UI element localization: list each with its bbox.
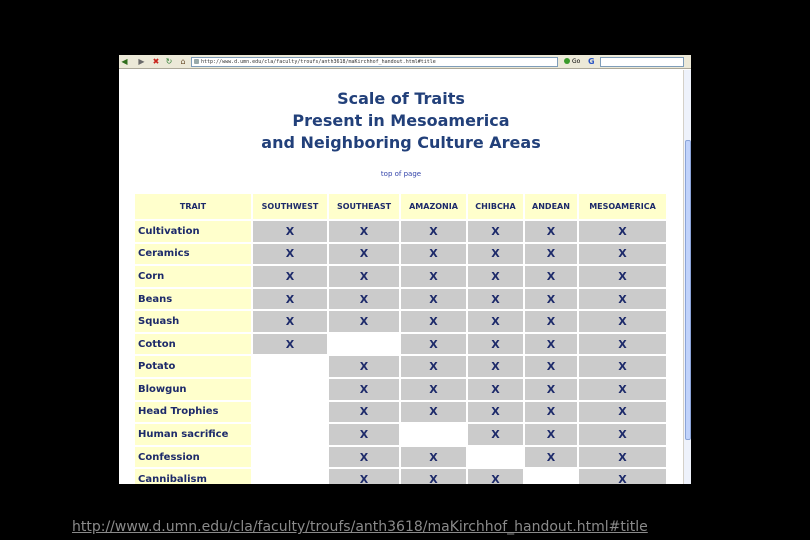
trait-present-cell: X (525, 447, 577, 468)
trait-present-cell: X (253, 244, 327, 265)
trait-present-cell: X (401, 356, 466, 377)
trait-present-cell: X (579, 447, 666, 468)
trait-present-cell: X (525, 221, 577, 242)
trait-present-cell: X (401, 469, 466, 484)
trait-name-cell: Potato (135, 356, 251, 377)
home-icon[interactable]: ⌂ (180, 57, 186, 66)
header-amazonia: AMAZONIA (401, 194, 466, 219)
trait-present-cell: X (468, 379, 523, 400)
page-content (119, 70, 683, 484)
header-andean: ANDEAN (525, 194, 577, 219)
table-row (135, 402, 666, 423)
trait-absent-cell (253, 469, 327, 484)
trait-name-cell: Squash (135, 311, 251, 332)
trait-name-cell: Head Trophies (135, 402, 251, 423)
table-row (135, 221, 666, 242)
trait-absent-cell (253, 447, 327, 468)
trait-present-cell: X (468, 402, 523, 423)
trait-present-cell: X (329, 469, 399, 484)
trait-present-cell: X (329, 221, 399, 242)
table-row (135, 447, 666, 468)
trait-absent-cell (329, 334, 399, 355)
trait-name-cell: Confession (135, 447, 251, 468)
trait-present-cell: X (468, 266, 523, 287)
trait-present-cell: X (253, 221, 327, 242)
trait-present-cell: X (468, 469, 523, 484)
table-row (135, 356, 666, 377)
trait-absent-cell (525, 469, 577, 484)
trait-present-cell: X (525, 334, 577, 355)
trait-present-cell: X (401, 244, 466, 265)
page-title-line-3: and Neighboring Culture Areas (261, 133, 541, 152)
trait-name-cell: Cannibalism (135, 469, 251, 484)
header-mesoamerica: MESOAMERICA (579, 194, 666, 219)
trait-present-cell: X (401, 311, 466, 332)
trait-name-cell: Cotton (135, 334, 251, 355)
trait-present-cell: X (579, 379, 666, 400)
table-row (135, 469, 666, 484)
header-trait: TRAIT (135, 194, 251, 219)
trait-present-cell: X (329, 266, 399, 287)
trait-present-cell: X (468, 311, 523, 332)
trait-name-cell: Ceramics (135, 244, 251, 265)
header-chibcha: CHIBCHA (468, 194, 523, 219)
trait-present-cell: X (329, 244, 399, 265)
forward-arrow-icon[interactable]: ▶ (138, 57, 145, 66)
table-row (135, 424, 666, 445)
trait-present-cell: X (468, 424, 523, 445)
table-row (135, 266, 666, 287)
trait-absent-cell (253, 356, 327, 377)
traits-table (133, 192, 668, 484)
page-title-line-2: Present in Mesoamerica (292, 111, 510, 130)
trait-present-cell: X (579, 469, 666, 484)
trait-present-cell: X (253, 311, 327, 332)
trait-present-cell: X (253, 266, 327, 287)
trait-name-cell: Corn (135, 266, 251, 287)
trait-present-cell: X (468, 244, 523, 265)
trait-present-cell: X (579, 266, 666, 287)
trait-present-cell: X (329, 311, 399, 332)
trait-absent-cell (253, 379, 327, 400)
trait-present-cell: X (329, 424, 399, 445)
back-arrow-icon[interactable]: ◀ (121, 57, 128, 66)
browser-screenshot (119, 55, 691, 484)
table-row (135, 244, 666, 265)
trait-present-cell: X (468, 334, 523, 355)
go-button[interactable]: Go (564, 57, 586, 67)
trait-present-cell: X (579, 424, 666, 445)
trait-present-cell: X (579, 221, 666, 242)
vertical-scrollbar[interactable] (683, 70, 691, 484)
trait-absent-cell (253, 402, 327, 423)
trait-present-cell: X (579, 356, 666, 377)
top-of-page-link[interactable]: top of page (380, 170, 422, 178)
trait-present-cell: X (253, 289, 327, 310)
trait-present-cell: X (329, 289, 399, 310)
refresh-icon[interactable]: ↻ (165, 57, 173, 66)
trait-absent-cell (253, 424, 327, 445)
source-url-link[interactable]: http://www.d.umn.edu/cla/faculty/troufs/anth3618/maKirchhof_handout.html#title (72, 519, 648, 535)
trait-present-cell: X (579, 289, 666, 310)
stop-icon[interactable]: ✖ (152, 57, 160, 66)
trait-present-cell: X (329, 402, 399, 423)
page-title-line-1: Scale of Traits (337, 89, 465, 108)
browser-toolbar (119, 55, 691, 69)
trait-present-cell: X (525, 289, 577, 310)
trait-present-cell: X (329, 356, 399, 377)
trait-present-cell: X (329, 447, 399, 468)
trait-name-cell: Cultivation (135, 221, 251, 242)
trait-present-cell: X (468, 221, 523, 242)
trait-name-cell: Human sacrifice (135, 424, 251, 445)
header-southwest: SOUTHWEST (253, 194, 327, 219)
table-row (135, 311, 666, 332)
trait-present-cell: X (525, 424, 577, 445)
trait-name-cell: Blowgun (135, 379, 251, 400)
trait-name-cell: Beans (135, 289, 251, 310)
search-engine-icon[interactable]: G (588, 57, 595, 66)
address-bar[interactable]: http://www.d.umn.edu/cla/faculty/troufs/anth3618/maKirchhof_handout.html#title (191, 57, 558, 67)
table-body (135, 221, 666, 484)
trait-present-cell: X (579, 244, 666, 265)
header-southeast: SOUTHEAST (329, 194, 399, 219)
trait-present-cell: X (253, 334, 327, 355)
trait-present-cell: X (401, 447, 466, 468)
table-row (135, 379, 666, 400)
trait-present-cell: X (579, 402, 666, 423)
table-row (135, 289, 666, 310)
trait-present-cell: X (468, 289, 523, 310)
trait-present-cell: X (525, 311, 577, 332)
trait-present-cell: X (401, 289, 466, 310)
trait-present-cell: X (329, 379, 399, 400)
trait-present-cell: X (401, 334, 466, 355)
trait-present-cell: X (525, 402, 577, 423)
trait-present-cell: X (525, 379, 577, 400)
table-header-row (135, 194, 666, 219)
trait-present-cell: X (468, 356, 523, 377)
trait-absent-cell (401, 424, 466, 445)
search-input[interactable] (600, 57, 684, 67)
trait-present-cell: X (525, 356, 577, 377)
trait-present-cell: X (525, 266, 577, 287)
table-row (135, 334, 666, 355)
trait-present-cell: X (525, 244, 577, 265)
trait-present-cell: X (579, 334, 666, 355)
trait-present-cell: X (579, 311, 666, 332)
trait-present-cell: X (401, 402, 466, 423)
scrollbar-thumb[interactable] (685, 140, 691, 440)
trait-present-cell: X (401, 266, 466, 287)
trait-absent-cell (468, 447, 523, 468)
trait-present-cell: X (401, 379, 466, 400)
trait-present-cell: X (401, 221, 466, 242)
